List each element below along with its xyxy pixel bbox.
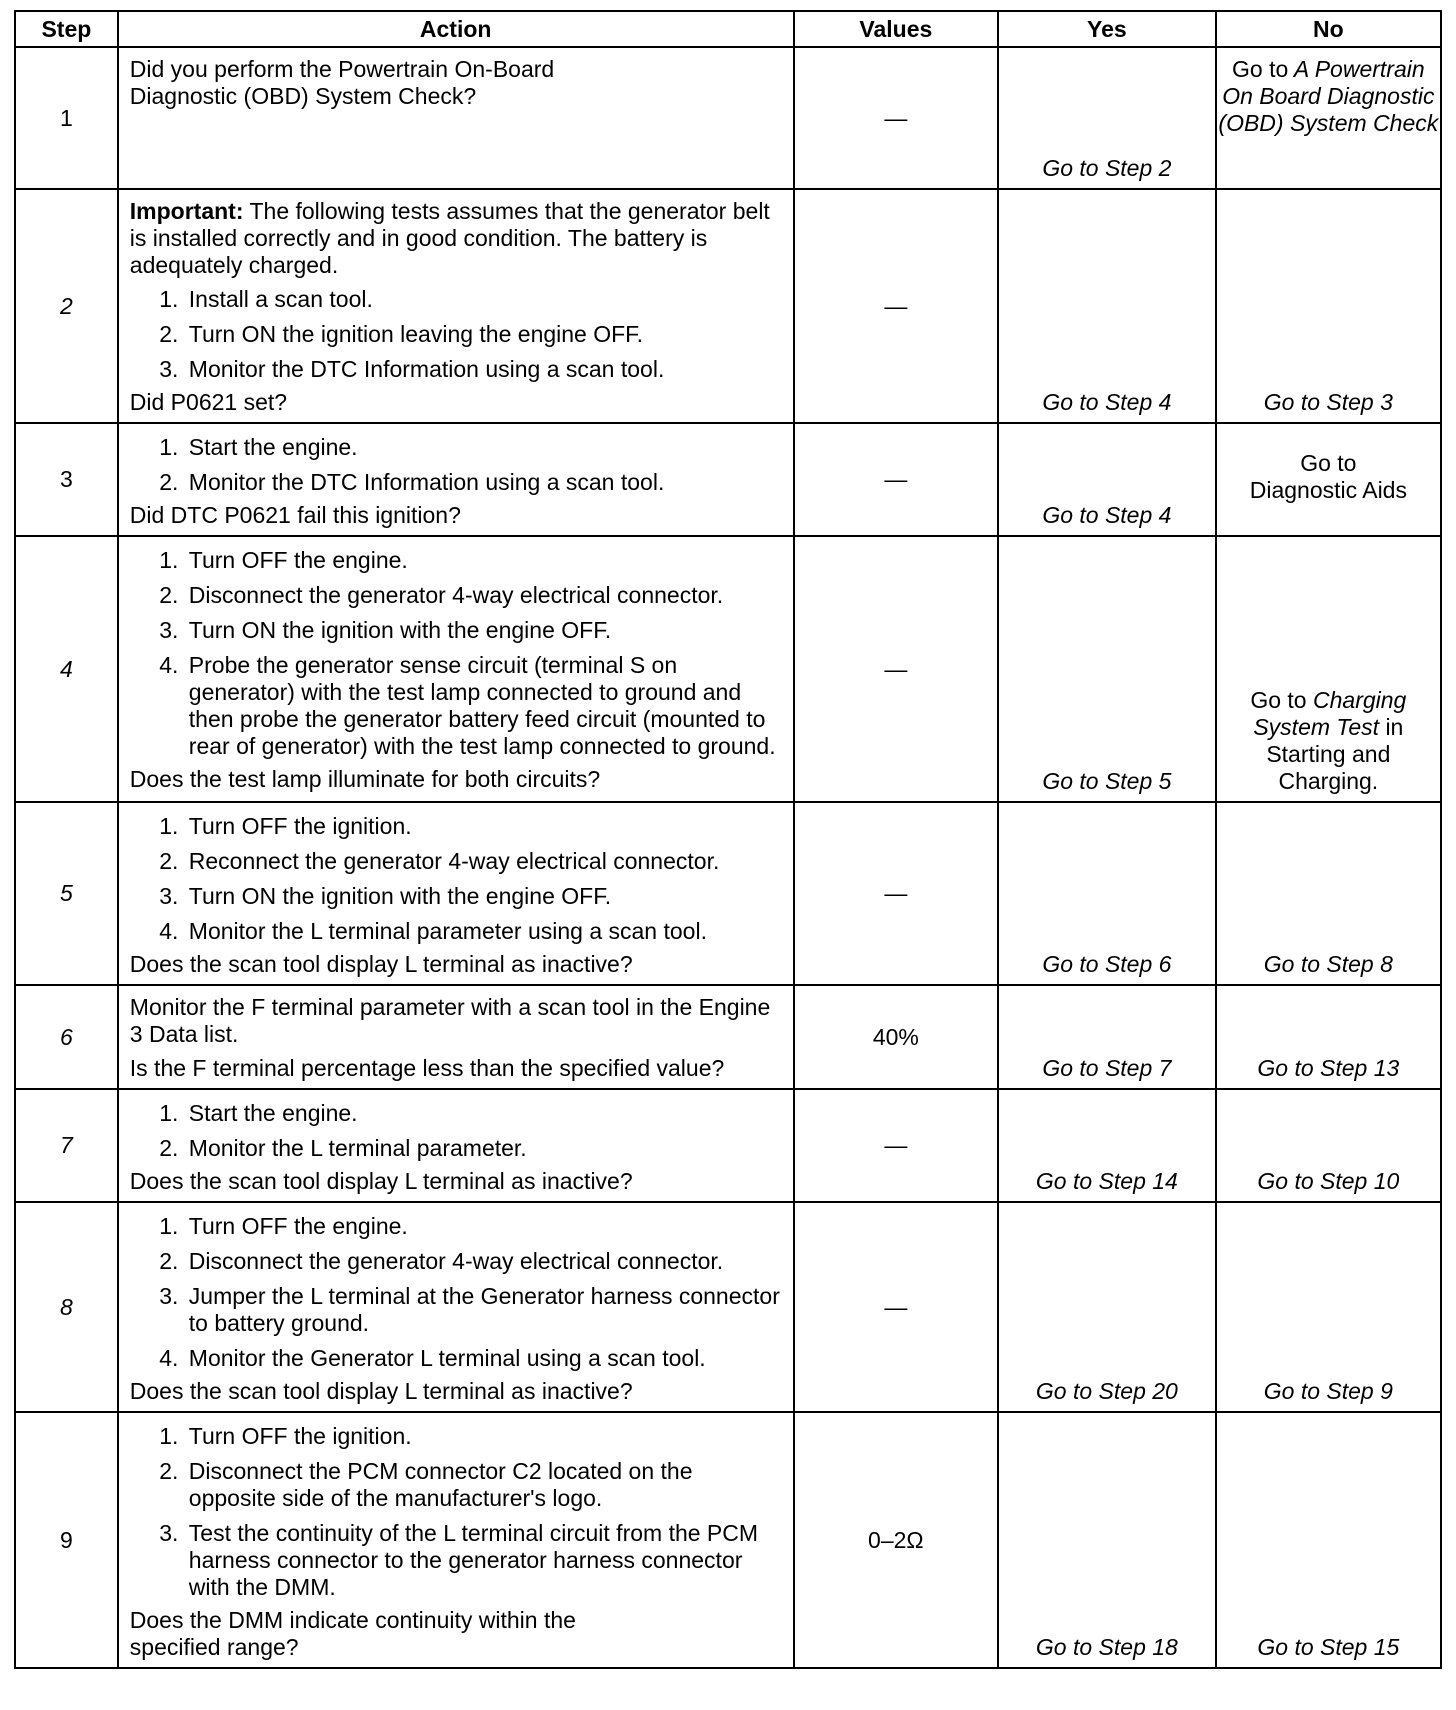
action-steps bbox=[130, 547, 785, 760]
yes-cell: Go to Step 20 bbox=[998, 1202, 1216, 1412]
header-no: No bbox=[1216, 11, 1441, 47]
action-question: Did DTC P0621 fail this ignition? bbox=[129, 502, 461, 528]
table-row bbox=[15, 189, 1441, 423]
no-suffix: in Starting and Charging. bbox=[1266, 714, 1404, 794]
action-steps bbox=[130, 813, 785, 945]
value-cell: 40% bbox=[794, 985, 998, 1089]
yes-cell: Go to Step 14 bbox=[998, 1089, 1216, 1202]
important-note bbox=[130, 198, 785, 279]
important-label: Important: bbox=[129, 198, 244, 224]
no-link: Charging System Test bbox=[1253, 687, 1407, 740]
action-step: 2. Monitor the L terminal parameter. bbox=[185, 1135, 785, 1162]
action-step: 1. Turn OFF the engine. bbox=[185, 1213, 785, 1240]
diagnostic-table bbox=[14, 10, 1442, 1669]
value-cell: 0–2Ω bbox=[794, 1412, 998, 1668]
action-text: Did you perform the Powertrain On-Board Diagnostic (OBD) System Check? bbox=[129, 56, 555, 109]
action-question: Does the DMM indicate continuity within the specified range? bbox=[129, 1607, 576, 1660]
value-cell: — bbox=[794, 423, 998, 536]
table-row bbox=[15, 985, 1441, 1089]
action-step: 3. Monitor the DTC Information using a scan tool. bbox=[185, 356, 785, 383]
no-link: A Powertrain On Board Diagnostic (OBD) System Check bbox=[1218, 56, 1439, 136]
yes-cell: Go to Step 5 bbox=[998, 536, 1216, 802]
header-row bbox=[15, 11, 1441, 47]
no-cell: Go to Step 8 bbox=[1216, 802, 1441, 985]
value-cell: — bbox=[794, 536, 998, 802]
value-cell: — bbox=[794, 189, 998, 423]
no-cell bbox=[1216, 536, 1441, 802]
yes-cell: Go to Step 7 bbox=[998, 985, 1216, 1089]
action-cell bbox=[118, 536, 794, 802]
action-step: 4. Probe the generator sense circuit (terminal S on generator) with the test lamp connected to ground and then probe the generator battery feed circuit (mounted to rear of generator) with the test lamp connected to ground. bbox=[185, 652, 785, 760]
no-prefix: Go to bbox=[1232, 56, 1289, 82]
table-row bbox=[15, 1089, 1441, 1202]
value-cell: — bbox=[794, 1089, 998, 1202]
action-step: 4. Monitor the L terminal parameter using a scan tool. bbox=[185, 918, 785, 945]
yes-cell: Go to Step 4 bbox=[998, 423, 1216, 536]
action-steps bbox=[130, 1423, 785, 1601]
action-step: 2. Turn ON the ignition leaving the engine OFF. bbox=[185, 321, 785, 348]
yes-cell: Go to Step 4 bbox=[998, 189, 1216, 423]
action-step: 2. Reconnect the generator 4-way electrical connector. bbox=[185, 848, 785, 875]
action-cell bbox=[118, 47, 794, 189]
header-values: Values bbox=[794, 11, 998, 47]
action-step: 3. Turn ON the ignition with the engine OFF. bbox=[185, 883, 785, 910]
action-cell bbox=[118, 1202, 794, 1412]
action-cell bbox=[118, 1089, 794, 1202]
table-row bbox=[15, 1202, 1441, 1412]
action-cell bbox=[118, 1412, 794, 1668]
no-cell: Go to Step 9 bbox=[1216, 1202, 1441, 1412]
table-row bbox=[15, 536, 1441, 802]
header-yes: Yes bbox=[998, 11, 1216, 47]
action-step: 2. Disconnect the generator 4-way electrical connector. bbox=[185, 582, 785, 609]
step-number: 4 bbox=[15, 536, 118, 802]
action-step: 3. Jumper the L terminal at the Generator harness connector to battery ground. bbox=[185, 1283, 785, 1337]
action-question: Is the F terminal percentage less than the specified value? bbox=[129, 1055, 725, 1081]
action-step: 1. Start the engine. bbox=[185, 434, 785, 461]
action-step: 1. Turn OFF the ignition. bbox=[185, 813, 785, 840]
action-step: 3. Turn ON the ignition with the engine OFF. bbox=[185, 617, 785, 644]
table-row bbox=[15, 423, 1441, 536]
action-question: Does the scan tool display L terminal as inactive? bbox=[129, 1378, 633, 1404]
action-step: 3. Test the continuity of the L terminal circuit from the PCM harness connector to the generator harness connector with the DMM. bbox=[185, 1520, 785, 1601]
action-steps bbox=[130, 434, 785, 496]
action-step: 4. Monitor the Generator L terminal using a scan tool. bbox=[185, 1345, 785, 1372]
action-question: Does the scan tool display L terminal as inactive? bbox=[129, 1168, 633, 1194]
no-prefix: Go to bbox=[1250, 687, 1307, 713]
action-question: Does the scan tool display L terminal as inactive? bbox=[129, 951, 633, 977]
step-number: 5 bbox=[15, 802, 118, 985]
action-step: 1. Turn OFF the engine. bbox=[185, 547, 785, 574]
action-step: 1. Start the engine. bbox=[185, 1100, 785, 1127]
action-step: 1. Install a scan tool. bbox=[185, 286, 785, 313]
header-action: Action bbox=[118, 11, 794, 47]
action-steps bbox=[130, 1100, 785, 1162]
action-cell bbox=[118, 189, 794, 423]
action-steps bbox=[130, 286, 785, 383]
no-cell: Go to Step 13 bbox=[1216, 985, 1441, 1089]
table-row bbox=[15, 802, 1441, 985]
important-text: The following tests assumes that the generator belt is installed correctly and in good condition. The battery is adequately charged. bbox=[129, 198, 770, 278]
yes-cell: Go to Step 18 bbox=[998, 1412, 1216, 1668]
action-cell bbox=[118, 985, 794, 1089]
step-number: 8 bbox=[15, 1202, 118, 1412]
no-cell: Go to Step 10 bbox=[1216, 1089, 1441, 1202]
header-step: Step bbox=[15, 11, 118, 47]
step-number: 6 bbox=[15, 985, 118, 1089]
value-cell: — bbox=[794, 1202, 998, 1412]
step-number: 3 bbox=[15, 423, 118, 536]
value-cell: — bbox=[794, 802, 998, 985]
value-cell: — bbox=[794, 47, 998, 189]
no-cell: Go to Step 3 bbox=[1216, 189, 1441, 423]
step-number: 1 bbox=[15, 47, 118, 189]
action-text: Monitor the F terminal parameter with a scan tool in the Engine 3 Data list. bbox=[129, 994, 771, 1047]
action-steps bbox=[130, 1213, 785, 1372]
action-step: 2. Monitor the DTC Information using a scan tool. bbox=[185, 469, 785, 496]
no-cell bbox=[1216, 47, 1441, 189]
action-cell bbox=[118, 802, 794, 985]
action-step: 1. Turn OFF the ignition. bbox=[185, 1423, 785, 1450]
action-step: 2. Disconnect the PCM connector C2 located on the opposite side of the manufacturer's logo. bbox=[185, 1458, 785, 1512]
no-cell: Go to Step 15 bbox=[1216, 1412, 1441, 1668]
table-row bbox=[15, 47, 1441, 189]
no-cell: Go to Diagnostic Aids bbox=[1216, 423, 1441, 536]
action-cell bbox=[118, 423, 794, 536]
table-row bbox=[15, 1412, 1441, 1668]
step-number: 7 bbox=[15, 1089, 118, 1202]
action-question: Does the test lamp illuminate for both circuits? bbox=[129, 766, 601, 792]
action-question: Did P0621 set? bbox=[129, 389, 288, 415]
action-step: 2. Disconnect the generator 4-way electrical connector. bbox=[185, 1248, 785, 1275]
step-number: 9 bbox=[15, 1412, 118, 1668]
yes-cell: Go to Step 6 bbox=[998, 802, 1216, 985]
yes-cell: Go to Step 2 bbox=[998, 47, 1216, 189]
step-number: 2 bbox=[15, 189, 118, 423]
